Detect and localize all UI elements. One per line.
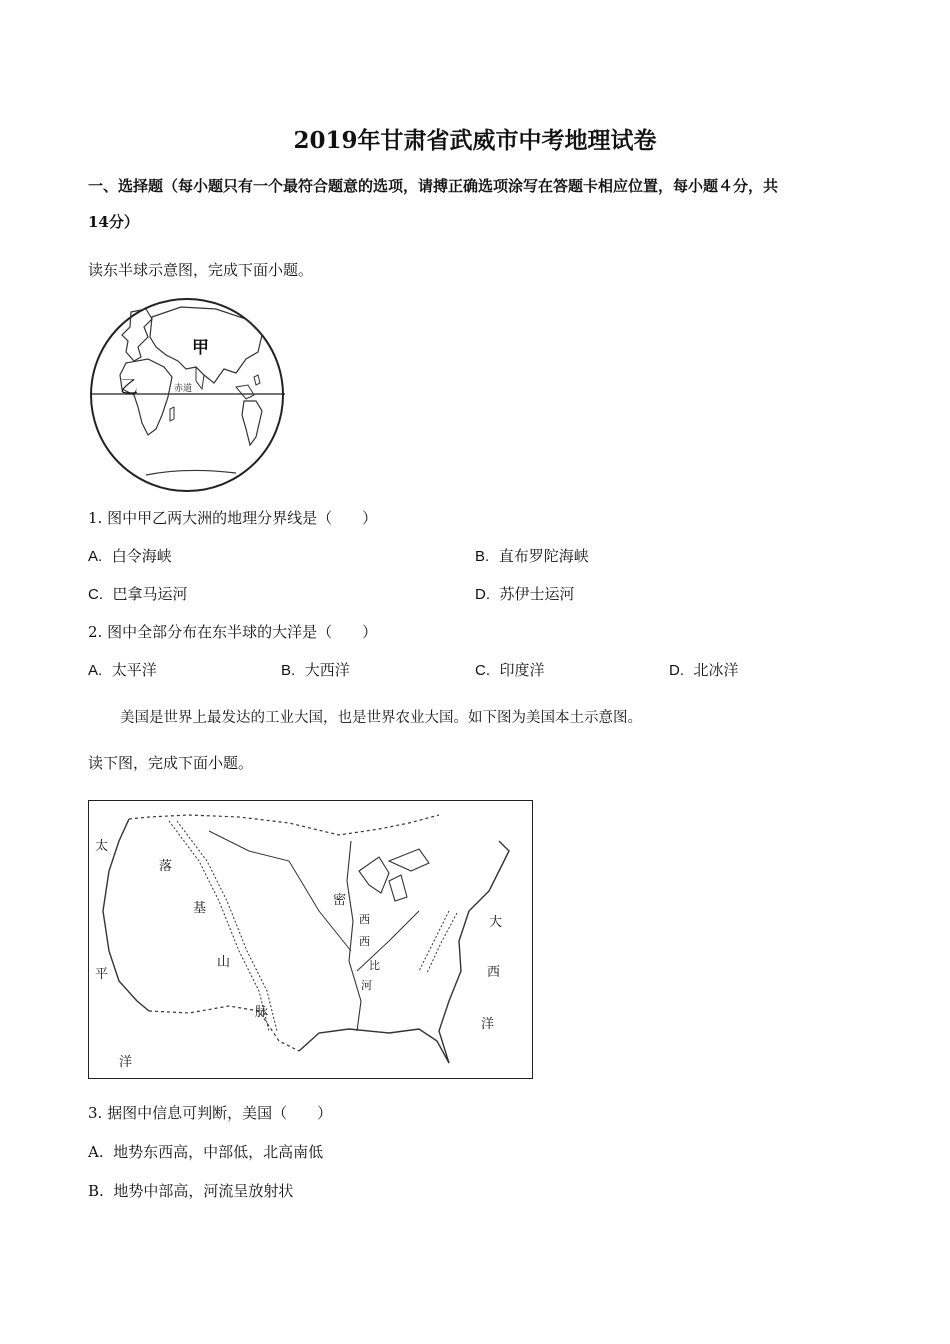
q1-option-d[interactable]	[475, 583, 575, 604]
q1-option-c-letter: C.	[88, 586, 103, 603]
label-yi: 乙	[120, 377, 138, 398]
q3-option-a[interactable]	[88, 1141, 323, 1162]
q2-option-c[interactable]	[475, 659, 545, 680]
label-xi-atlantic: 西	[487, 965, 501, 980]
q3-option-a-text: 地势东西高，中部低，北高南低	[113, 1143, 324, 1161]
label-jia: 甲	[192, 338, 209, 358]
label-yang-pacific: 洋	[119, 1055, 133, 1070]
page-title: 2019年甘肃省武威市中考地理试卷	[293, 127, 657, 154]
q2-option-a-text: 太平洋	[111, 661, 157, 679]
label-xi2: 西	[359, 935, 370, 948]
q1-option-d-letter: D.	[475, 586, 490, 603]
q2-option-a[interactable]	[88, 659, 157, 680]
intro-globe: 读东半球示意图，完成下面小题。	[88, 261, 314, 279]
q1-option-b[interactable]	[475, 545, 589, 566]
q3-option-b-letter: B.	[88, 1182, 104, 1200]
section-heading-line1: 一、选择题（每小题只有一个最符合题意的选项，请搏正确选项涂写在答题卡相应位置，每小题４分，共	[88, 177, 779, 195]
intro-usa: 美国是世界上最发达的工业大国，也是世界农业大国。如下图为美国本土示意图。	[120, 710, 642, 726]
q2-option-a-letter: A.	[88, 662, 103, 679]
label-mai: 脉	[255, 1005, 269, 1020]
q3-option-b[interactable]	[88, 1180, 293, 1201]
q2-option-b[interactable]	[281, 659, 350, 680]
globe-drawing	[86, 297, 290, 497]
eastern-hemisphere-map	[86, 297, 290, 497]
label-ping: 平	[95, 967, 109, 982]
usa-map	[88, 800, 533, 1079]
label-yang-atlantic: 洋	[481, 1017, 495, 1032]
q1-option-b-text: 直布罗陀海峡	[498, 547, 589, 565]
q2-option-c-text: 印度洋	[499, 661, 545, 679]
label-da: 大	[489, 915, 503, 930]
q1-option-c[interactable]	[88, 583, 188, 604]
q2-option-c-letter: C.	[475, 662, 490, 679]
label-he: 河	[361, 979, 372, 992]
q2-option-d-text: 北冰洋	[693, 661, 739, 679]
label-tai: 太	[95, 839, 109, 854]
q1-option-a-letter: A.	[88, 548, 103, 565]
q1-option-b-letter: B.	[475, 548, 490, 565]
label-equator: 赤道	[174, 384, 193, 394]
q2-option-d-letter: D.	[669, 662, 684, 679]
q1-option-a-text: 白令海峡	[111, 547, 172, 565]
q2-option-b-letter: B.	[281, 662, 296, 679]
q3-stem: 3. 据图中信息可判断，美国（ ）	[88, 1104, 333, 1122]
q1-option-c-text: 巴拿马运河	[112, 585, 188, 603]
q1-option-d-text: 苏伊士运河	[499, 585, 575, 603]
intro-read-map: 读下图，完成下面小题。	[88, 754, 254, 772]
q1-option-a[interactable]	[88, 545, 172, 566]
q1-stem: 1. 图中甲乙两大洲的地理分界线是（ ）	[88, 509, 378, 527]
label-ji: 基	[193, 901, 207, 916]
section-heading-line2: 14分）	[88, 213, 139, 231]
q2-stem: 2. 图中全部分布在东半球的大洋是（ ）	[88, 623, 378, 641]
q2-option-d[interactable]	[669, 659, 739, 680]
label-xi1: 西	[359, 913, 370, 926]
label-luo: 落	[159, 859, 173, 874]
label-bi: 比	[369, 959, 380, 972]
q3-option-a-letter: A.	[88, 1143, 104, 1161]
usa-map-drawing	[89, 801, 531, 1077]
label-shan: 山	[217, 955, 231, 970]
q2-option-b-text: 大西洋	[304, 661, 350, 679]
label-mi: 密	[333, 893, 347, 908]
q3-option-b-text: 地势中部高，河流呈放射状	[113, 1182, 294, 1200]
